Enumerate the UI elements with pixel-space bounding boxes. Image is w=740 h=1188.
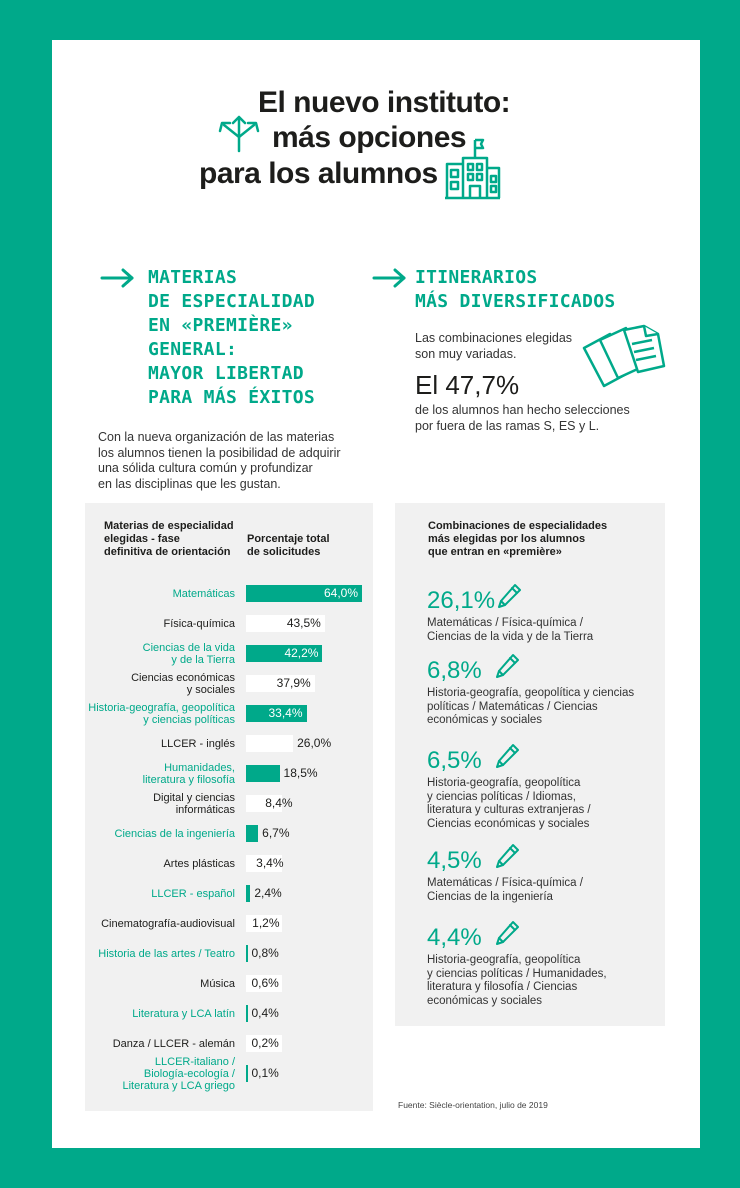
bar-category-label-line: LLCER - español bbox=[151, 887, 235, 900]
bar-category-label bbox=[75, 948, 235, 960]
source-note: Fuente: Siècle-orientation, julio de 2019 bbox=[398, 1100, 548, 1110]
paragraph-line: en las disciplinas que les gustan. bbox=[98, 476, 281, 491]
bar-value-label: 1,2% bbox=[252, 916, 280, 930]
bar-chart-value-header bbox=[247, 533, 330, 559]
right-section-intro bbox=[415, 331, 572, 362]
bar-value-label: 64,0% bbox=[323, 586, 358, 600]
bar-category-label bbox=[75, 888, 235, 900]
bar-category-label bbox=[75, 702, 235, 726]
bar-category-label bbox=[75, 792, 235, 816]
right-section-heading bbox=[415, 266, 615, 314]
combination-description-line: Ciencias de la ingeniería bbox=[427, 890, 553, 903]
bar-value-label: 0,6% bbox=[251, 976, 279, 990]
bar-category-label bbox=[75, 618, 235, 630]
pen-icon bbox=[493, 842, 521, 870]
heading-line: MATERIAS bbox=[148, 267, 238, 288]
bar-category-label bbox=[75, 672, 235, 696]
combination-description-line: económicas y sociales bbox=[427, 994, 543, 1007]
combination-description-line: Matemáticas / Física-química / bbox=[427, 877, 583, 889]
combination-percentage: 6,8% bbox=[427, 657, 482, 684]
bar-category-label-line: Artes plásticas bbox=[163, 857, 235, 870]
bar-value-label: 6,7% bbox=[262, 826, 290, 840]
bar-fill bbox=[246, 1005, 248, 1022]
intro-line: son muy variadas. bbox=[415, 346, 517, 361]
bar-category-label-line: LLCER - inglés bbox=[161, 737, 235, 750]
bar-fill bbox=[246, 885, 250, 902]
header-line: Porcentaje total bbox=[247, 533, 330, 545]
bar-chart-category-header bbox=[104, 520, 234, 559]
combination-description-line: Ciencias económicas y sociales bbox=[427, 817, 590, 830]
header-line: que entran en «première» bbox=[428, 546, 562, 558]
combination-description-line: literatura y culturas extranjeras / bbox=[427, 804, 591, 816]
bar-category-label-line: Historia-geografía, geopolítica bbox=[88, 701, 235, 714]
bar-category-label bbox=[75, 642, 235, 666]
bar-fill bbox=[246, 915, 248, 932]
combination-description-line: Historia-geografía, geopolítica y ciencias bbox=[427, 687, 635, 699]
bar-category-label bbox=[75, 1056, 235, 1092]
combination-description-line: y ciencias políticas / Idiomas, bbox=[427, 790, 576, 803]
header-line: definitiva de orientación bbox=[104, 546, 231, 558]
heading-line: DE ESPECIALIDAD bbox=[148, 291, 316, 312]
bar-fill bbox=[246, 975, 248, 992]
bar-category-label-line: Matemáticas bbox=[172, 587, 235, 600]
title-line-2: más opciones bbox=[272, 121, 467, 154]
bar-value-label: 43,5% bbox=[286, 616, 321, 630]
bar-category-label-line: y de la Tierra bbox=[171, 653, 235, 666]
bar-value-label: 18,5% bbox=[283, 766, 318, 780]
heading-line: EN «PREMIÈRE» bbox=[148, 315, 293, 336]
title-line-1: El nuevo instituto: bbox=[258, 86, 511, 119]
header-line: Combinaciones de especialidades bbox=[428, 520, 608, 532]
bar-category-label-line: Danza / LLCER - alemán bbox=[112, 1037, 235, 1050]
bar-value-label: 8,4% bbox=[265, 796, 293, 810]
combination-description bbox=[427, 687, 634, 728]
bar-category-label-line: Literatura y LCA latín bbox=[132, 1007, 235, 1020]
bar-fill bbox=[246, 855, 252, 872]
bar-fill bbox=[246, 735, 293, 752]
bar-value-label: 0,1% bbox=[251, 1066, 279, 1080]
bar-value-label: 37,9% bbox=[276, 676, 311, 690]
combination-description-line: Historia-geografía, geopolítica bbox=[427, 954, 581, 966]
intro-line: Las combinaciones elegidas bbox=[415, 331, 573, 345]
paragraph-line: los alumnos tienen la posibilidad de adquirir bbox=[98, 445, 341, 460]
header-line: de solicitudes bbox=[247, 546, 321, 558]
bar-category-label bbox=[75, 828, 235, 840]
bar-value-label: 3,4% bbox=[256, 856, 284, 870]
bar-category-label-line: Ciencias de la ingeniería bbox=[114, 827, 235, 840]
header-line: más elegidas por los alumnos bbox=[428, 533, 586, 545]
combination-description-line: políticas / Matemáticas / Ciencias bbox=[427, 700, 598, 713]
combination-description bbox=[427, 777, 591, 831]
paragraph-line: una sólida cultura común y profundizar bbox=[98, 461, 313, 475]
combination-description bbox=[427, 877, 583, 904]
bar-value-label: 33,4% bbox=[268, 706, 303, 720]
combinations-header bbox=[428, 520, 607, 559]
left-section-paragraph bbox=[98, 430, 341, 492]
combination-description bbox=[427, 617, 593, 644]
bar-fill bbox=[246, 945, 248, 962]
bar-value-label: 0,2% bbox=[251, 1036, 279, 1050]
combination-description-line: Historia-geografía, geopolítica bbox=[427, 777, 581, 789]
bar-category-label-line: literatura y filosofía bbox=[142, 773, 235, 786]
arrow-right-icon bbox=[100, 268, 136, 288]
big-stat: El 47,7% bbox=[415, 370, 520, 400]
combination-percentage: 4,4% bbox=[427, 924, 482, 951]
bar-category-label bbox=[75, 1008, 235, 1020]
bar-category-label-line: Ciencias de la vida bbox=[142, 641, 235, 654]
bar-category-label bbox=[75, 738, 235, 750]
bar-category-label bbox=[75, 588, 235, 600]
diverging-arrows-icon bbox=[216, 115, 262, 153]
arrow-right-icon bbox=[372, 268, 408, 288]
bar-category-label-line: Digital y ciencias bbox=[153, 791, 235, 804]
school-building-icon bbox=[443, 136, 501, 200]
heading-line: MÁS DIVERSIFICADOS bbox=[415, 291, 616, 312]
bar-value-label: 26,0% bbox=[297, 736, 332, 750]
bar-category-label-line: Historia de las artes / Teatro bbox=[98, 947, 235, 960]
combination-description bbox=[427, 954, 607, 1008]
documents-icon bbox=[580, 322, 668, 392]
bar-category-label-line: Biología-ecología / bbox=[143, 1067, 235, 1080]
bar-value-label: 0,4% bbox=[251, 1006, 279, 1020]
bar-category-label bbox=[75, 918, 235, 930]
bar-category-label-line: Ciencias económicas bbox=[131, 671, 235, 684]
stat-line: de los alumnos han hecho selecciones bbox=[415, 403, 630, 417]
right-section-stat-text bbox=[415, 403, 630, 434]
bar-category-label-line: y ciencias políticas bbox=[143, 713, 235, 726]
combination-description-line: y ciencias políticas / Humanidades, bbox=[427, 967, 607, 980]
bar-fill bbox=[246, 765, 280, 782]
combination-percentage: 4,5% bbox=[427, 847, 482, 874]
bar-fill bbox=[246, 795, 261, 812]
header-line: Materias de especialidad bbox=[104, 520, 234, 532]
paragraph-line: Con la nueva organización de las materias bbox=[98, 430, 335, 444]
bar-category-label-line: Humanidades, bbox=[164, 761, 235, 774]
heading-line: ITINERARIOS bbox=[415, 267, 538, 288]
combination-percentage: 6,5% bbox=[427, 747, 482, 774]
bar-category-label-line: Cinematografía-audiovisual bbox=[101, 917, 235, 930]
pen-icon bbox=[493, 742, 521, 770]
bar-category-label bbox=[75, 858, 235, 870]
combination-description-line: Ciencias de la vida y de la Tierra bbox=[427, 630, 594, 643]
bar-value-label: 0,8% bbox=[251, 946, 279, 960]
stat-line: por fuera de las ramas S, ES y L. bbox=[415, 418, 600, 433]
bar-category-label bbox=[75, 978, 235, 990]
bar-category-label-line: Física-química bbox=[163, 617, 235, 630]
pen-icon bbox=[493, 652, 521, 680]
title-line-3: para los alumnos bbox=[199, 157, 438, 190]
bar-category-label-line: Música bbox=[200, 977, 235, 990]
bar-category-label-line: LLCER-italiano / bbox=[154, 1055, 235, 1068]
header-line: elegidas - fase bbox=[104, 533, 180, 545]
heading-line: GENERAL: bbox=[148, 339, 238, 360]
bar-category-label-line: informáticas bbox=[175, 803, 235, 816]
bar-value-label: 2,4% bbox=[254, 886, 282, 900]
bar-fill bbox=[246, 1035, 248, 1052]
bar-category-label-line: Literatura y LCA griego bbox=[122, 1079, 235, 1092]
combination-description-line: literatura y filosofía / Ciencias bbox=[427, 981, 578, 993]
pen-icon bbox=[495, 582, 523, 610]
pen-icon bbox=[493, 919, 521, 947]
bar-category-label bbox=[75, 1038, 235, 1050]
left-section-heading bbox=[148, 266, 315, 410]
combination-description-line: económicas y sociales bbox=[427, 714, 543, 726]
bar-category-label bbox=[75, 762, 235, 786]
combination-description-line: Matemáticas / Física-química / bbox=[427, 617, 583, 629]
bar-fill bbox=[246, 1065, 248, 1082]
heading-line: MAYOR LIBERTAD bbox=[148, 363, 304, 384]
combination-percentage: 26,1% bbox=[427, 587, 496, 614]
heading-line: PARA MÁS ÉXITOS bbox=[148, 387, 316, 408]
bar-value-label: 42,2% bbox=[284, 646, 319, 660]
bar-fill bbox=[246, 825, 258, 842]
bar-category-label-line: y sociales bbox=[186, 683, 235, 696]
